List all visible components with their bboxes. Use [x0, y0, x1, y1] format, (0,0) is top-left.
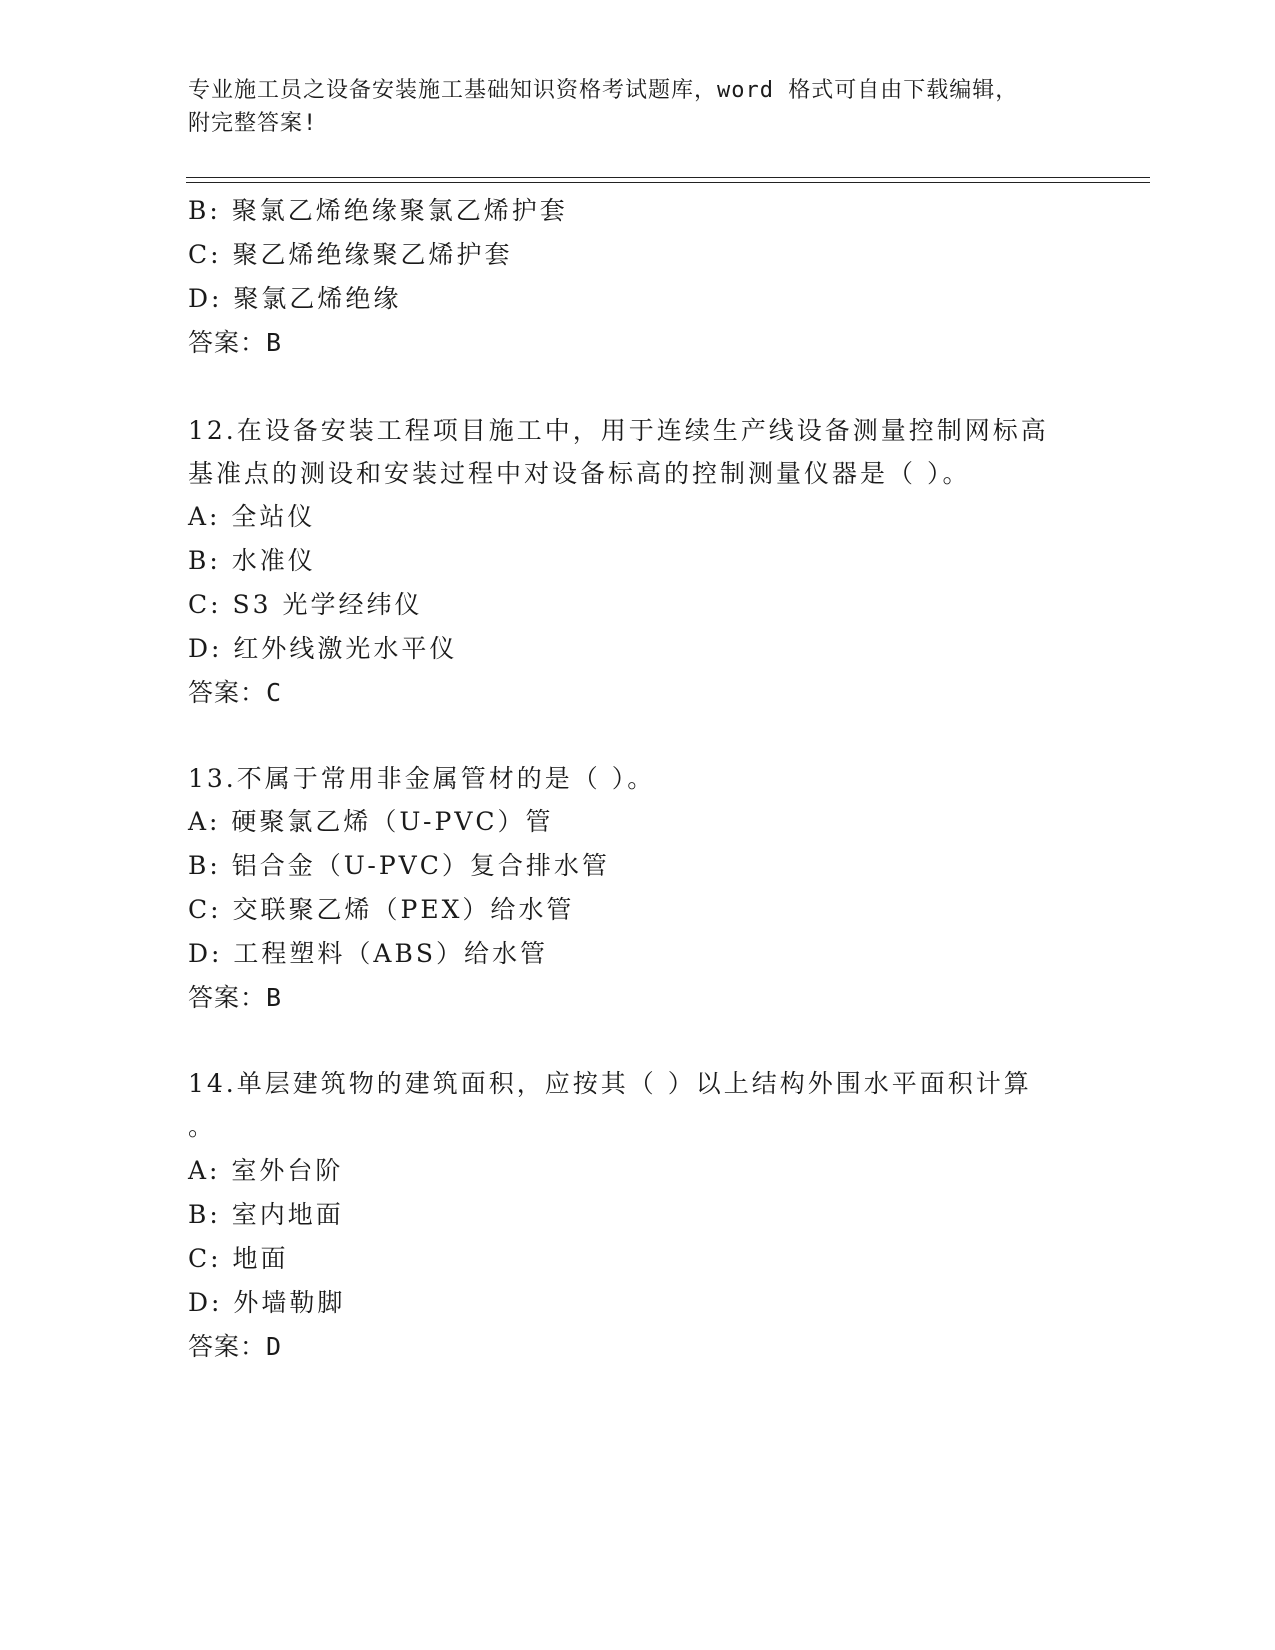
header-line-2: 附完整答案! [188, 111, 318, 136]
q13-answer: 答案：B [188, 983, 283, 1012]
header-line-1: 专业施工员之设备安装施工基础知识资格考试题库，word 格式可自由下载编辑， [188, 78, 1019, 103]
q12-stem-line-2: 基准点的测设和安装过程中对设备标高的控制测量仪器是（ ）。 [188, 459, 971, 488]
q14-stem-line-1: 14.单层建筑物的建筑面积，应按其（ ）以上结构外围水平面积计算 [188, 1069, 1032, 1098]
q13-stem-line-1: 13.不属于常用非金属管材的是（ ）。 [188, 764, 656, 793]
q13-option-a: A: 硬聚氯乙烯（U-PVC）管 [188, 807, 554, 836]
q14-option-a: A: 室外台阶 [188, 1156, 344, 1185]
q13-option-b: B: 铝合金（U-PVC）复合排水管 [188, 851, 610, 880]
q14-stem-line-2: 。 [188, 1112, 217, 1141]
q13-option-d: D: 工程塑料（ABS）给水管 [188, 939, 548, 968]
q12-option-b: B: 水准仪 [188, 546, 316, 575]
q12-option-a: A: 全站仪 [188, 502, 316, 531]
q11-option-d: D: 聚氯乙烯绝缘 [188, 284, 402, 313]
q12-stem-line-1: 12.在设备安装工程项目施工中，用于连续生产线设备测量控制网标高 [188, 416, 1049, 445]
q14-answer: 答案：D [188, 1332, 283, 1361]
q14-option-b: B: 室内地面 [188, 1200, 344, 1229]
q14-option-d: D: 外墙勒脚 [188, 1288, 346, 1317]
q13-option-c: C: 交联聚乙烯（PEX）给水管 [188, 895, 575, 924]
q12-option-d: D: 红外线激光水平仪 [188, 634, 458, 663]
header-divider-top [186, 177, 1150, 178]
q14-option-c: C: 地面 [188, 1244, 289, 1273]
q12-answer: 答案：C [188, 678, 283, 707]
document-header [188, 74, 1088, 140]
q11-option-b: B: 聚氯乙烯绝缘聚氯乙烯护套 [188, 196, 568, 225]
q11-option-c: C: 聚乙烯绝缘聚乙烯护套 [188, 240, 513, 269]
q11-answer: 答案：B [188, 328, 283, 357]
q12-option-c: C: S3 光学经纬仪 [188, 590, 423, 619]
header-divider-bottom [186, 182, 1150, 183]
